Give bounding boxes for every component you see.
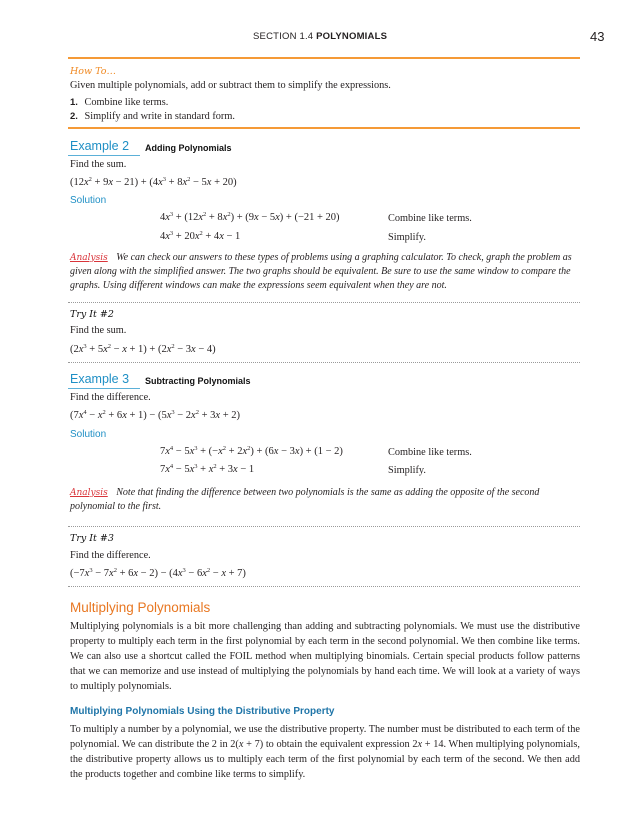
example-3-expression: $(7x^4 - x^2 + 6x + 1) - (5x^3 - 2x^2 + 3x + 2)$ [70,409,240,421]
example-3-solution-label: Solution [70,429,107,440]
example-2-step-1-note: Combine like terms. [388,213,472,224]
example-2-underline [68,155,140,156]
step-number: 2. [70,111,78,122]
running-header [253,31,387,42]
step-text: Simplify and write in standard form. [84,111,235,122]
try-it-3-label: Try It #3 [70,533,114,544]
analysis-label: Analysis [70,253,108,263]
example-3-step-2-note: Simplify. [388,465,426,476]
step-text: Combine like terms. [84,97,169,108]
example-3-title: Subtracting Polynomials [145,376,251,386]
howto-step-2 [70,110,235,124]
distributive-text-2: ) to obtain the equivalent expression 2 [259,739,418,750]
divider [68,586,580,587]
try-it-2-prompt: Find the sum. [70,325,127,336]
example-2-solution-label: Solution [70,195,107,206]
example-2-expression: $(12x^2 + 9x - 21) + (4x^3 + 8x^2 - 5x + 20)$ [70,176,237,188]
section-title: POLYNOMIALS [316,31,388,42]
distributive-text-1: To multiply a number by a polynomial, we use the distributive property. The number must be distributed to each term of the polynomial. We can distribute the 2 in 2( [70,724,581,750]
example-2-prompt: Find the sum. [70,159,127,170]
example-3-step-2-math: $7x^4 - 5x^3 + x^2 + 3x - 1$ [160,463,255,475]
section-heading: Multiplying Polynomials [70,600,211,615]
section-prefix: SECTION 1.4 [253,31,314,42]
analysis-1-text: We can check our answers to these types of problems using a graphing calculator. To check, graph the problem as given along with the simplified answer. The two graphs should be equivalent. Be sure to use the same window to compare the graphs. Using different windows can make the expressions seem equivalent when they are not. [70,252,572,291]
example-2-step-2-note: Simplify. [388,232,426,243]
example-2-step-2-math: $4x^3 + 20x^2 + 4x - 1$ [160,230,241,242]
step-number: 1. [70,97,78,108]
divider [68,526,580,527]
example-3-step-1-math: $7x^4 - 5x^3 + (-x^2 + 2x^2) + (6x - 3x) + (1 - 2)$ [160,445,343,457]
howto-top-rule [68,57,580,59]
example-3-underline [68,388,140,389]
howto-step-1 [70,96,168,110]
try-it-2-label: Try It #2 [70,309,114,320]
howto-bottom-rule [68,127,580,129]
distributive-text-3: + 14. When multiplying polynomials, the distributive property allows us to multiply each term of the first polynomial by each term of the second. We then add the products together and combine like terms to simplify. [70,739,581,780]
howto-intro: Given multiple polynomials, add or subtract them to simplify the expressions. [70,80,391,91]
page-number: 43 [590,29,605,44]
example-3-label: Example 3 [70,372,130,386]
distributive-paragraph: To multiply a number by a polynomial, we use the distributive property. The number must be distributed to each term of the polynomial. We can distribute the 2 in 2(x + 7) to obtain the equivalent expression 2x + 14. When multiplying polynomials, the distributive property allows us to multiply each term of the first polynomial by each term of the second. We then add the products together and combine like terms to simplify. [70,724,581,780]
try-it-3-expression: $(-7x^3 - 7x^2 + 6x - 2) - (4x^3 - 6x^2 - x + 7)$ [70,567,246,579]
try-it-2-expression: $(2x^3 + 5x^2 - x + 1) + (2x^2 - 3x - 4)$ [70,343,216,355]
divider [68,362,580,363]
analysis-1 [70,251,580,293]
example-2-step-1-math: $4x^3 + (12x^2 + 8x^2) + (9x - 5x) + (-21 + 20)$ [160,211,340,223]
howto-label: How To… [70,66,116,77]
divider [68,302,580,303]
analysis-2-text: Note that finding the difference between two polynomials is the same as adding the opposite of the second polynomial to the first. [70,487,540,512]
analysis-label: Analysis [70,488,108,498]
analysis-2 [70,486,580,514]
subsection-heading: Multiplying Polynomials Using the Distributive Property [70,706,335,717]
example-2-label: Example 2 [70,139,130,153]
example-3-step-1-note: Combine like terms. [388,447,472,458]
multiplying-paragraph: Multiplying polynomials is a bit more challenging than adding and subtracting polynomials. We must use the distributive property to multiply each term in the first polynomial by each term in the second polynomial. We then combine like terms. We can also use a shortcut called the FOIL method when multiplying binomials. Certain special products follow patterns that we can memorize and use instead of multiplying the polynomials by hand each time. We will look at a variety of ways to multiply polynomials. [70,621,580,692]
example-2-title: Adding Polynomials [145,143,232,153]
example-3-prompt: Find the difference. [70,392,151,403]
try-it-3-prompt: Find the difference. [70,550,151,561]
